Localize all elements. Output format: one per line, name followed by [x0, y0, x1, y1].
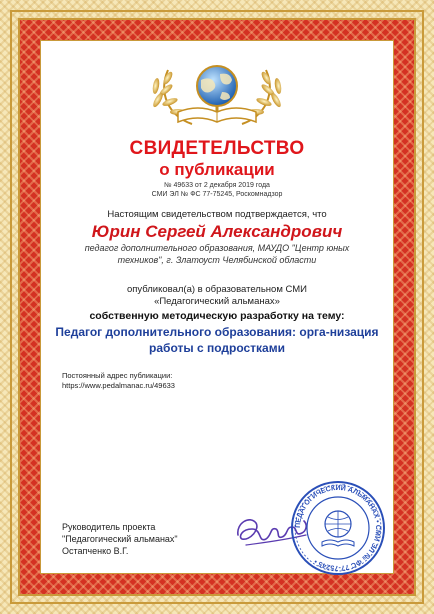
confirm-text: Настоящим свидетельством подтверждается, что: [107, 209, 327, 220]
author-name: Юрин Сергей Александрович: [91, 222, 343, 241]
topic-lead-text: собственную методическую разработку на тему:: [89, 310, 345, 322]
stamp-ring-text: ПЕДАГОГИЧЕСКИЙ АЛЬМАНАХ • СМИ ЭЛ № ФС 77-75245 •: [294, 484, 382, 572]
signer-project: "Педагогический альманах": [62, 534, 178, 544]
certificate-number: № 49633 от 2 декабря 2019 года: [164, 182, 270, 189]
address-label: Постоянный адрес публикации:: [62, 371, 173, 380]
signer-name: Остапченко В.Г.: [62, 546, 129, 556]
media-registration: СМИ ЭЛ № ФС 77-75245, Роскомнадзор: [151, 191, 283, 198]
publication-topic-line1: Педагог дополнительного образования: орга-низация: [55, 325, 379, 339]
publication-topic-line2: работы с подростками: [149, 341, 285, 355]
round-seal-icon: [290, 480, 386, 576]
certificate-subtitle: о публикации: [159, 160, 275, 179]
certificate-title: СВИДЕТЕЛЬСТВО: [129, 138, 305, 159]
author-position-line2: техников", г. Златоуст Челябинской области: [117, 255, 317, 265]
globe-book-laurel-icon: [148, 52, 286, 134]
author-position-line1: педагог дополнительного образования, МАУДО "Центр юных: [84, 243, 350, 253]
published-text: опубликовал(а) в образовательном СМИ: [126, 284, 308, 295]
publication-url[interactable]: https://www.pedalmanac.ru/49633: [62, 381, 175, 390]
media-name: «Педагогический альманах»: [154, 296, 280, 307]
signer-role: Руководитель проекта: [62, 522, 156, 532]
